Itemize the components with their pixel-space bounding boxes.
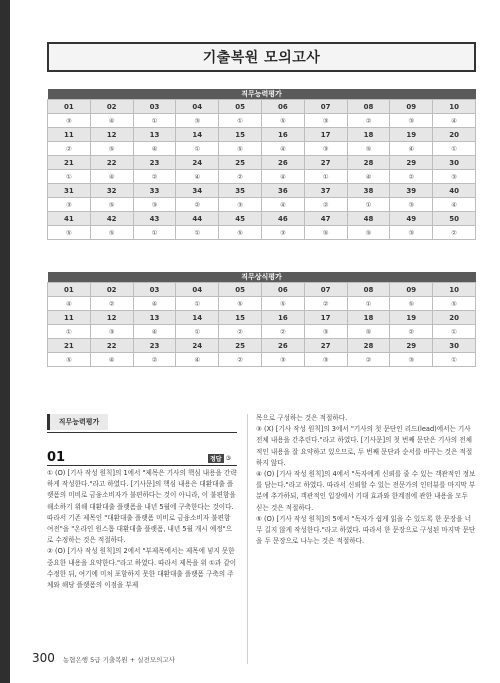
answer-cell: ③ bbox=[219, 198, 262, 212]
answer-cell: ② bbox=[219, 325, 262, 339]
answer-table-job-ability bbox=[47, 89, 476, 240]
answer-cell: ③ bbox=[261, 353, 304, 367]
table-caption: 직무능력평가 bbox=[48, 89, 476, 100]
answer-cell: ② bbox=[433, 226, 476, 240]
answer-cell: ④ bbox=[90, 353, 133, 367]
question-number-cell: 11 bbox=[48, 128, 91, 142]
answer-cell: ② bbox=[261, 325, 304, 339]
question-number-cell: 28 bbox=[347, 339, 390, 353]
question-number-cell: 13 bbox=[133, 311, 176, 325]
answer-cell: ⑤ bbox=[390, 297, 433, 311]
answer-cell: ② bbox=[390, 170, 433, 184]
answer-cell: ① bbox=[176, 226, 219, 240]
explanation-paragraph: 목으로 구성하는 것은 적절하다. bbox=[256, 414, 348, 422]
answer-cell: ⑤ bbox=[347, 226, 390, 240]
question-number: 01 bbox=[47, 450, 66, 465]
answer-cell: ② bbox=[133, 353, 176, 367]
question-number-cell: 14 bbox=[176, 128, 219, 142]
answer-cell: ③ bbox=[304, 142, 347, 156]
question-number-cell: 23 bbox=[133, 156, 176, 170]
question-number-cell: 27 bbox=[304, 156, 347, 170]
question-number-cell: 49 bbox=[390, 212, 433, 226]
answer-cell: ② bbox=[176, 198, 219, 212]
answer-cell: ③ bbox=[304, 114, 347, 128]
answer-cell: ③ bbox=[390, 114, 433, 128]
answer-row bbox=[48, 114, 476, 128]
answer-row bbox=[48, 297, 476, 311]
question-number-cell: 40 bbox=[433, 184, 476, 198]
answer-cell: ③ bbox=[133, 198, 176, 212]
answer-cell: ⑤ bbox=[347, 142, 390, 156]
answer-cell: ⑤ bbox=[48, 226, 91, 240]
question-number-cell: 07 bbox=[304, 283, 347, 297]
answer-cell: ① bbox=[433, 353, 476, 367]
answer-cell: ① bbox=[176, 142, 219, 156]
answer-cell: ⑤ bbox=[48, 353, 91, 367]
answer-cell: ⑤ bbox=[90, 142, 133, 156]
answer-badge-value: ③ bbox=[225, 455, 231, 462]
question-number-cell: 29 bbox=[390, 156, 433, 170]
answer-cell: ⑤ bbox=[347, 325, 390, 339]
answer-cell: ① bbox=[133, 114, 176, 128]
question-number-row bbox=[48, 184, 476, 198]
question-number-cell: 32 bbox=[90, 184, 133, 198]
question-number-cell: 24 bbox=[176, 339, 219, 353]
question-number-cell: 45 bbox=[219, 212, 262, 226]
question-number-cell: 04 bbox=[176, 100, 219, 114]
answer-row bbox=[48, 198, 476, 212]
explanation-paragraph: ④ (O) [기사 작성 원칙]의 4에서 "독자에게 신뢰를 줄 수 있는 객관적인 정보를 담는다."라고 하였다. 따라서 신뢰할 수 있는 전문가의 인터뷰를 마지막 부분에 추가하되, 객관적인 입장에서 기대 효과와 한계점에 관한 내용을 모두 싣는 것은 적절하다. bbox=[256, 470, 476, 512]
answer-cell: ② bbox=[347, 114, 390, 128]
question-number-cell: 01 bbox=[48, 100, 91, 114]
answer-cell: ④ bbox=[176, 170, 219, 184]
question-number-cell: 07 bbox=[304, 100, 347, 114]
answer-cell: ① bbox=[133, 226, 176, 240]
answer-cell: ⑤ bbox=[261, 297, 304, 311]
answer-row bbox=[48, 353, 476, 367]
question-number-cell: 30 bbox=[433, 339, 476, 353]
explanation-paragraph: ② (O) [기사 작성 원칙]의 2에서 "부제목에서는 제목에 넣지 못한 중요한 내용을 요약한다."라고 하였다. 따라서 제목을 위 ①과 같이 수정한 뒤, 여기에 미처 포함하지 못한 대환대출 플랫폼 구축의 주체와 해당 플랫폼의 이점을 부제 bbox=[47, 547, 237, 590]
question-number-cell: 09 bbox=[390, 100, 433, 114]
question-number-cell: 42 bbox=[90, 212, 133, 226]
answer-cell: ③ bbox=[48, 114, 91, 128]
answer-cell: ① bbox=[219, 114, 262, 128]
answer-cell: ⑤ bbox=[261, 114, 304, 128]
answer-cell: ④ bbox=[261, 198, 304, 212]
question-number-cell: 50 bbox=[433, 212, 476, 226]
question-number-cell: 06 bbox=[261, 100, 304, 114]
question-number-row bbox=[48, 156, 476, 170]
question-number-cell: 12 bbox=[90, 128, 133, 142]
answer-cell: ① bbox=[176, 297, 219, 311]
answer-cell: ① bbox=[347, 198, 390, 212]
question-number-cell: 31 bbox=[48, 184, 91, 198]
answer-row bbox=[48, 142, 476, 156]
column-divider bbox=[247, 414, 248, 664]
answer-cell: ④ bbox=[48, 297, 91, 311]
question-number-cell: 05 bbox=[219, 283, 262, 297]
answer-cell: ① bbox=[48, 325, 91, 339]
answer-cell: ② bbox=[133, 170, 176, 184]
question-number-cell: 47 bbox=[304, 212, 347, 226]
section-divider bbox=[47, 432, 237, 433]
answer-cell: ④ bbox=[261, 170, 304, 184]
answer-cell: ③ bbox=[176, 114, 219, 128]
answer-cell: ③ bbox=[390, 353, 433, 367]
question-number-cell: 48 bbox=[347, 212, 390, 226]
question-number-cell: 19 bbox=[390, 128, 433, 142]
question-number-cell: 26 bbox=[261, 156, 304, 170]
table-caption: 직무상식평가 bbox=[48, 272, 476, 283]
question-number-cell: 26 bbox=[261, 339, 304, 353]
question-number-cell: 30 bbox=[433, 156, 476, 170]
answer-cell: ② bbox=[219, 353, 262, 367]
page-title: 기출복원 모의고사 bbox=[202, 50, 321, 66]
page-title-box bbox=[47, 42, 476, 72]
question-number-cell: 20 bbox=[433, 311, 476, 325]
answer-cell: ② bbox=[347, 353, 390, 367]
question-number-cell: 16 bbox=[261, 128, 304, 142]
page-side-bar bbox=[0, 0, 10, 683]
question-number-cell: 21 bbox=[48, 156, 91, 170]
question-number-cell: 43 bbox=[133, 212, 176, 226]
question-number-cell: 20 bbox=[433, 128, 476, 142]
answer-cell: ④ bbox=[133, 297, 176, 311]
answer-cell: ① bbox=[304, 170, 347, 184]
answer-cell: ⑤ bbox=[433, 297, 476, 311]
question-number-cell: 11 bbox=[48, 311, 91, 325]
question-number-cell: 04 bbox=[176, 283, 219, 297]
answer-cell: ③ bbox=[390, 198, 433, 212]
answer-cell: ③ bbox=[433, 170, 476, 184]
question-number-cell: 33 bbox=[133, 184, 176, 198]
answer-cell: ④ bbox=[390, 142, 433, 156]
answer-cell: ⑤ bbox=[219, 297, 262, 311]
answer-cell: ③ bbox=[48, 198, 91, 212]
answer-row bbox=[48, 226, 476, 240]
question-number-cell: 03 bbox=[133, 283, 176, 297]
question-number-row bbox=[48, 283, 476, 297]
answer-row bbox=[48, 170, 476, 184]
question-number-cell: 15 bbox=[219, 311, 262, 325]
answer-cell: ② bbox=[48, 142, 91, 156]
question-number-cell: 10 bbox=[433, 100, 476, 114]
question-number-cell: 15 bbox=[219, 128, 262, 142]
question-number-cell: 44 bbox=[176, 212, 219, 226]
question-number-cell: 18 bbox=[347, 311, 390, 325]
answer-cell: ⑤ bbox=[219, 226, 262, 240]
question-number-cell: 28 bbox=[347, 156, 390, 170]
answer-cell: ② bbox=[304, 198, 347, 212]
question-number-cell: 09 bbox=[390, 283, 433, 297]
question-number-cell: 27 bbox=[304, 339, 347, 353]
explanation-paragraph: ① (O) [기사 작성 원칙]의 1에서 "제목은 기사의 핵심 내용을 간략하게 작성한다."라고 하였다. [기사문]의 핵심 내용은 대환대출 플랫폼의 미비로 금융소비자가 불편하다는 것이 아니라, 이 불편함을 해소하기 위해 대환대출 플랫폼을 내년 5월에 구축한다는 것이다. 따라서 기존 제목인 "대환대출 플랫폼 미비로 금융소비자 불편함 여전"을 "온라인 원스톱 대환대출 플랫폼, 내년 5월 개시 예정"으로 수정하는 것은 적절하다. bbox=[47, 469, 237, 545]
footer-book-title: 농협은행 5급 기출복원 + 실전모의고사 bbox=[62, 656, 175, 664]
question-number-cell: 12 bbox=[90, 311, 133, 325]
question-number-cell: 34 bbox=[176, 184, 219, 198]
answer-cell: ① bbox=[48, 170, 91, 184]
question-number-cell: 14 bbox=[176, 311, 219, 325]
question-number-cell: 25 bbox=[219, 156, 262, 170]
answer-cell: ③ bbox=[90, 325, 133, 339]
answer-cell: ② bbox=[304, 297, 347, 311]
answer-cell: ④ bbox=[133, 325, 176, 339]
answer-cell: ① bbox=[176, 325, 219, 339]
answer-cell: ④ bbox=[133, 142, 176, 156]
question-number-cell: 23 bbox=[133, 339, 176, 353]
question-number-cell: 05 bbox=[219, 100, 262, 114]
answer-cell: ⑤ bbox=[304, 226, 347, 240]
answer-badge-label: 정답 bbox=[210, 456, 222, 463]
question-number-cell: 08 bbox=[347, 100, 390, 114]
answer-cell: ③ bbox=[261, 226, 304, 240]
answer-cell: ② bbox=[219, 170, 262, 184]
question-number-row bbox=[48, 339, 476, 353]
question-divider bbox=[47, 465, 237, 466]
question-number-cell: 39 bbox=[390, 184, 433, 198]
question-number-cell: 06 bbox=[261, 283, 304, 297]
question-number-cell: 24 bbox=[176, 156, 219, 170]
answer-cell: ① bbox=[433, 325, 476, 339]
answer-cell: ③ bbox=[304, 353, 347, 367]
answer-cell: ④ bbox=[433, 114, 476, 128]
page-footer bbox=[32, 651, 175, 665]
answer-cell: ⑤ bbox=[90, 226, 133, 240]
question-number-cell: 19 bbox=[390, 311, 433, 325]
question-number-cell: 01 bbox=[48, 283, 91, 297]
question-number-cell: 25 bbox=[219, 339, 262, 353]
question-number-cell: 36 bbox=[261, 184, 304, 198]
answer-cell: ④ bbox=[261, 142, 304, 156]
explanation-paragraph: ⑤ (O) [기사 작성 원칙]의 5에서 "독자가 쉽게 읽을 수 있도록 한 문장을 너무 길지 않게 작성한다."라고 하였다. 따라서 한 문장으로 구성된 마지막 문단을 두 문장으로 나누는 것은 적절하다. bbox=[256, 514, 476, 546]
explanation-left-column bbox=[47, 468, 238, 591]
question-number-cell: 46 bbox=[261, 212, 304, 226]
question-number-cell: 02 bbox=[90, 100, 133, 114]
question-number-cell: 21 bbox=[48, 339, 91, 353]
question-number-cell: 35 bbox=[219, 184, 262, 198]
question-number-cell: 17 bbox=[304, 311, 347, 325]
answer-cell: ① bbox=[347, 297, 390, 311]
answer-cell: ④ bbox=[347, 170, 390, 184]
question-number-cell: 17 bbox=[304, 128, 347, 142]
answer-cell: ② bbox=[90, 297, 133, 311]
answer-table-job-knowledge bbox=[47, 272, 476, 367]
answer-cell: ① bbox=[433, 142, 476, 156]
question-number-row bbox=[48, 100, 476, 114]
question-number-cell: 18 bbox=[347, 128, 390, 142]
question-number-row bbox=[48, 128, 476, 142]
question-number-cell: 37 bbox=[304, 184, 347, 198]
question-number-cell: 16 bbox=[261, 311, 304, 325]
question-number-cell: 22 bbox=[90, 156, 133, 170]
question-number-cell: 10 bbox=[433, 283, 476, 297]
question-number-cell: 03 bbox=[133, 100, 176, 114]
answer-cell: ⑤ bbox=[219, 142, 262, 156]
explanation-right-column bbox=[256, 413, 476, 547]
question-number-cell: 29 bbox=[390, 339, 433, 353]
question-number-cell: 13 bbox=[133, 128, 176, 142]
question-number-row bbox=[48, 311, 476, 325]
answer-cell: ④ bbox=[90, 170, 133, 184]
answer-cell: ④ bbox=[90, 114, 133, 128]
question-number-cell: 22 bbox=[90, 339, 133, 353]
answer-cell: ④ bbox=[176, 353, 219, 367]
answer-cell: ④ bbox=[433, 198, 476, 212]
question-number-cell: 38 bbox=[347, 184, 390, 198]
answer-badge bbox=[208, 454, 231, 463]
question-number-cell: 02 bbox=[90, 283, 133, 297]
answer-cell: ⑤ bbox=[90, 198, 133, 212]
answer-cell: ② bbox=[390, 325, 433, 339]
question-number-row bbox=[48, 212, 476, 226]
question-number-cell: 08 bbox=[347, 283, 390, 297]
page-number: 300 bbox=[32, 651, 55, 665]
answer-cell: ③ bbox=[390, 226, 433, 240]
question-number-cell: 41 bbox=[48, 212, 91, 226]
explanation-paragraph: ③ (X) [기사 작성 원칙]의 3에서 "기사의 첫 문단인 리드(lead)에서는 기사 전체 내용을 간추린다."라고 하였다. [기사문]의 첫 번째 문단은 기사의 전체적인 내용을 잘 요약하고 있으므로, 두 번째 문단과 순서를 바꾸는 것은 적절하지 않다. bbox=[256, 425, 473, 467]
answer-row bbox=[48, 325, 476, 339]
answer-cell: ③ bbox=[304, 325, 347, 339]
section-tab: 직무능력평가 bbox=[47, 414, 108, 430]
